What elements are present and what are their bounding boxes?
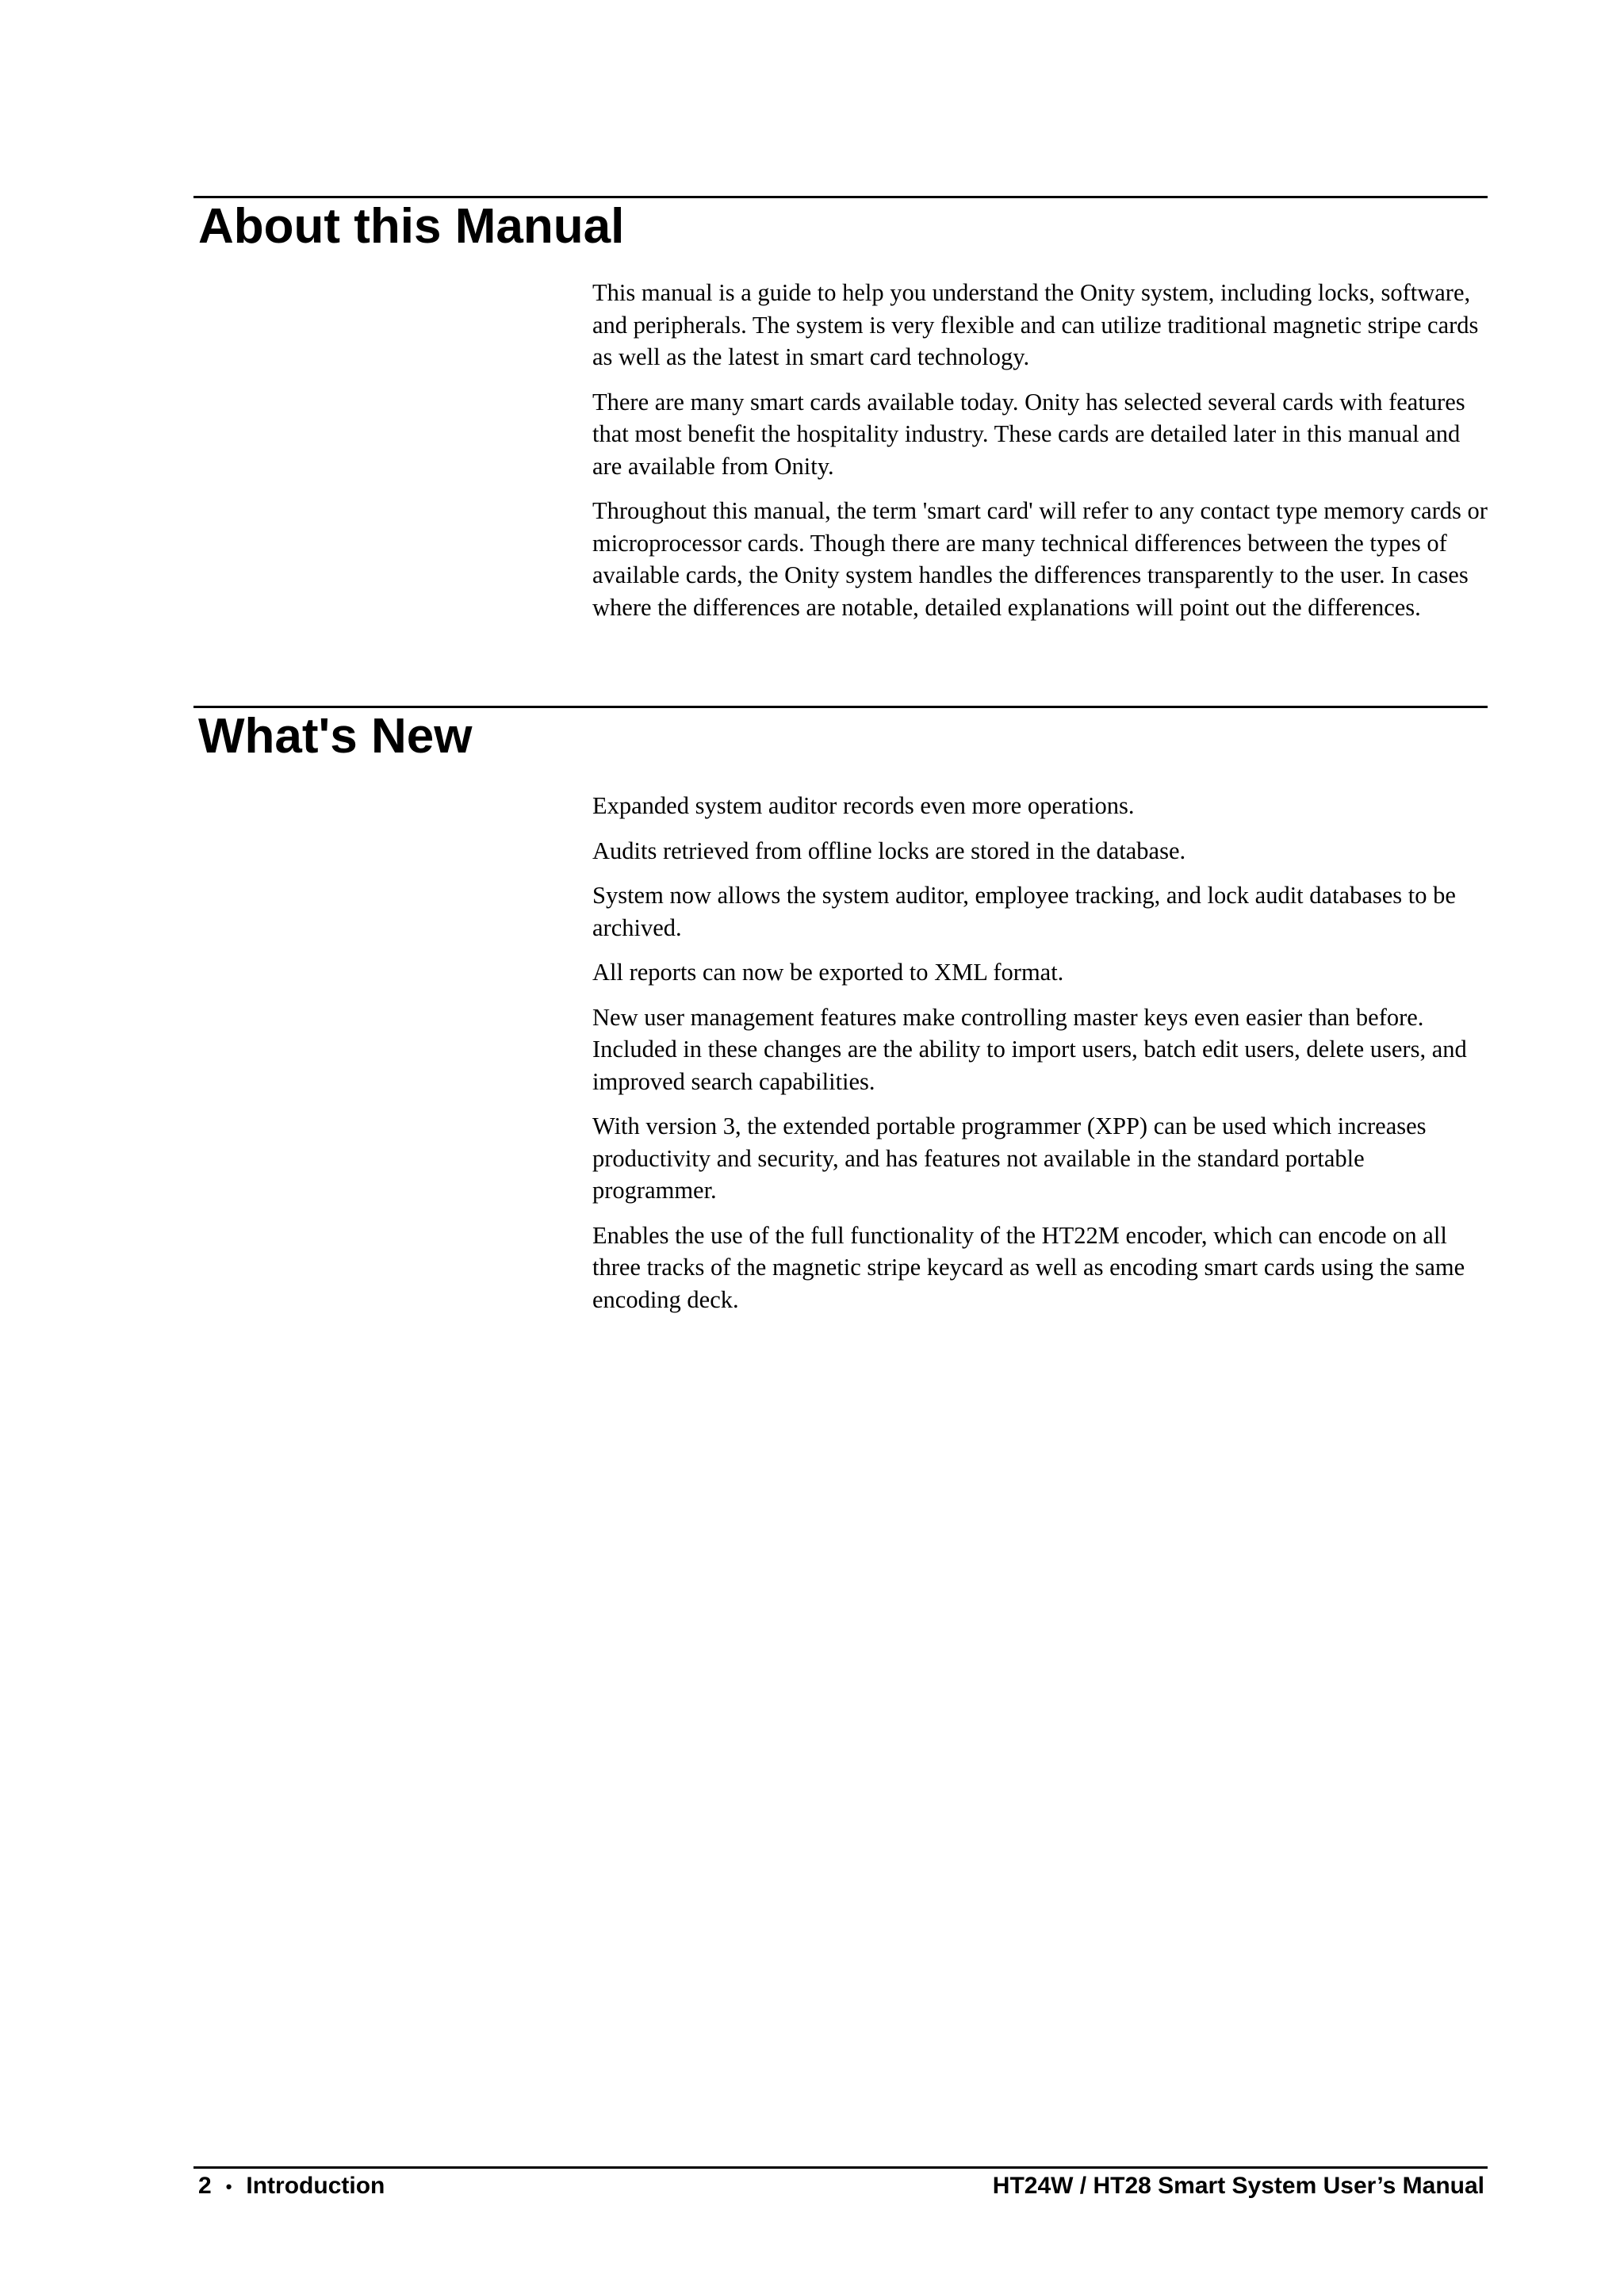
paragraph: Audits retrieved from offline locks are stored in the database. (592, 837, 1186, 864)
paragraph: Enables the use of the full functionality of the HT22M encoder, which can encode on all three tracks of the magnetic stripe keycard as well as encoding smart cards using the same encoding deck. (592, 1221, 1465, 1313)
paragraph: System now allows the system auditor, employee tracking, and lock audit databases to be archived. (592, 882, 1456, 941)
paragraph: Expanded system auditor records even more operations. (592, 792, 1135, 819)
chapter-name: Introduction (246, 2173, 385, 2199)
manual-title: HT24W / HT28 Smart System User’s Manual (992, 2173, 1484, 2199)
page-number: 2 (198, 2173, 212, 2199)
footer-left (198, 2172, 385, 2201)
footer-rule (193, 2166, 1488, 2169)
paragraph: All reports can now be exported to XML format. (592, 959, 1064, 986)
section-heading-about: About this Manual (198, 199, 625, 254)
section-heading-whats-new: What's New (198, 709, 473, 764)
paragraph: Throughout this manual, the term 'smart card' will refer to any contact type memory cards or microprocessor cards. Though there are many technical differences between the types of available cards, the Onity system handles the differences transparently to the user. In cases where the differences are notable, detailed explanations will point out the differences. (592, 497, 1488, 621)
paragraph: This manual is a guide to help you understand the Onity system, including locks, software, and peripherals. The system is very flexible and can utilize traditional magnetic stripe cards as well as the latest in smart card technology. (592, 279, 1479, 370)
section-body-about (592, 277, 1492, 636)
paragraph: There are many smart cards available today. Onity has selected several cards with features that most benefit the hospitality industry. These cards are detailed later in this manual and are available from Onity. (592, 388, 1465, 480)
paragraph: With version 3, the extended portable programmer (XPP) can be used which increases productivity and security, and has features not available in the standard portable programmer. (592, 1113, 1427, 1204)
paragraph: New user management features make controlling master keys even easier than before. Included in these changes are the ability to import users, batch edit users, delete users, and improved search capabilities. (592, 1003, 1467, 1095)
section-body-whats-new (592, 790, 1492, 1328)
bullet-separator: • (225, 2177, 232, 2197)
